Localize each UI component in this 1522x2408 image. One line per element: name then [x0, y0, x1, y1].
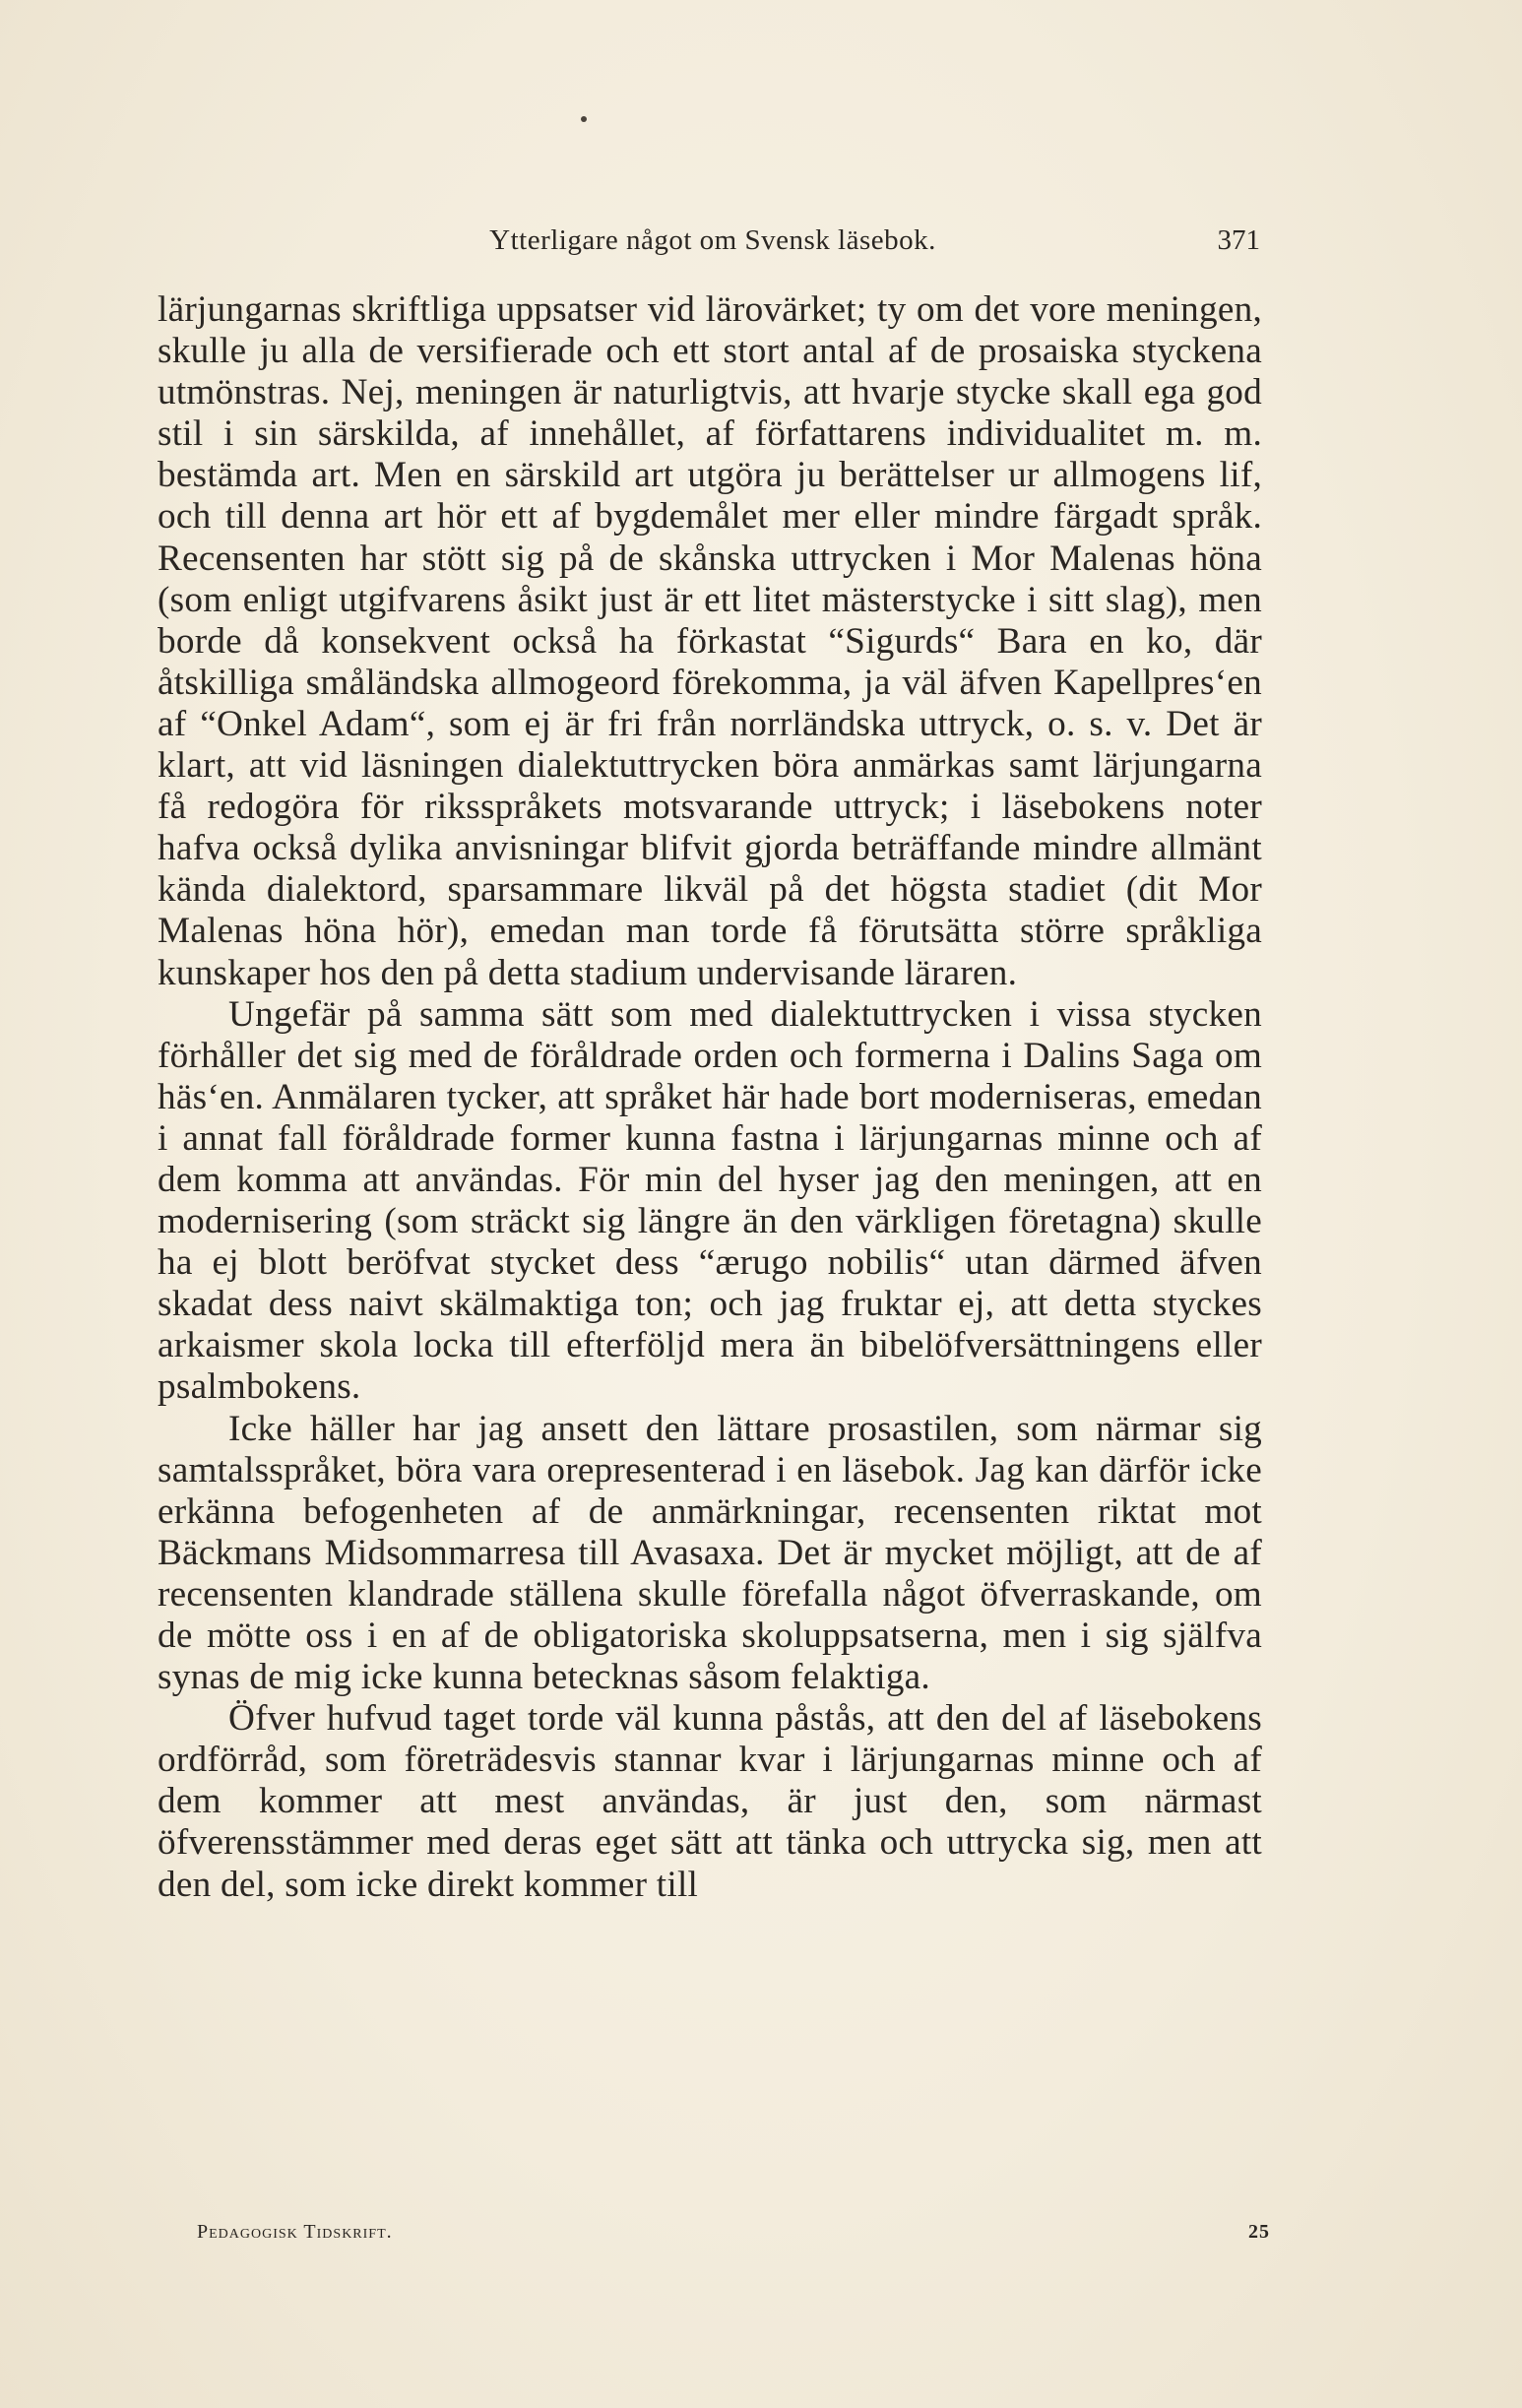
- paragraph-4: Öfver hufvud taget torde väl kunna påstås, att den del af läsebokens ordförråd, som företrädesvis stannar kvar i lärjungarnas minne och af dem kommer att mest användas, är just den, som närmast öfverensstämmer med deras eget sätt att tänka och uttrycka sig, men att den del, som icke direkt kommer till: [158, 1698, 1262, 1905]
- page-number: 371: [1217, 224, 1260, 256]
- paragraph-2: Ungefär på samma sätt som med dialektuttrycken i vissa stycken förhåller det sig med de föråldrade orden och formerna i Dalins Saga om häs‘en. Anmälaren tycker, att språket här hade bort moderniseras, emedan i annat fall föråldrade former kunna fastna i lärjungarnas minne och af dem komma att användas. För min del hyser jag den meningen, att en modernisering (som sträckt sig längre än den värkligen företagna) skulle ha ej blott beröfvat stycket dess “ærugo nobilis“ utan därmed äfven skadat dess naivt skälmaktiga ton; och jag fruktar ej, att detta styckes arkaismer skola locka till efterföljd mera än bibelöfversättningens eller psalmbokens.: [158, 993, 1262, 1408]
- running-title: Ytterligare något om Svensk läsebok.: [489, 224, 936, 256]
- paragraph-1: lärjungarnas skriftliga uppsatser vid lärovärket; ty om det vore meningen, skulle ju alla de versifierade och ett stort antal af de prosaiska styckena utmönstras. Nej, meningen är naturligtvis, att hvarje stycke skall ega god stil i sin särskilda, af innehållet, af författarens individualitet m. m. bestämda art. Men en särskild art utgöra ju berättelser ur allmogens lif, och till denna art hör ett af bygdemålet mer eller mindre färgadt språk. Recensenten har stött sig på de skånska uttrycken i Mor Malenas höna (som enligt utgifvarens åsikt just är ett litet mästerstycke i sitt slag), men borde då konsekvent också ha förkastat “Sigurds“ Bara en ko, där åtskilliga småländska allmogeord förekomma, ja väl äfven Kapellpres‘en af “Onkel Adam“, som ej är fri från norrländska uttryck, o. s. v. Det är klart, att vid läsningen dialektuttrycken böra anmärkas samt lärjungarna få redogöra för riksspråkets motsvarande uttryck; i läsebokens noter hafva också dylika anvisningar blifvit gjorda beträffande mindre allmänt kända dialektord, sparsammare likväl på det högsta stadiet (dit Mor Malenas höna hör), emedan man torde få förutsätta större språkliga kunskaper hos den på detta stadium undervisande läraren.: [158, 289, 1262, 993]
- signature-mark: 25: [1248, 2221, 1270, 2243]
- journal-name: Pedagogisk Tidskrift.: [197, 2221, 393, 2243]
- ink-speck: [581, 116, 587, 122]
- page-header: [165, 224, 1260, 270]
- page-footer: [197, 2221, 1270, 2250]
- paragraph-3: Icke häller har jag ansett den lättare prosastilen, som närmar sig samtalsspråket, böra vara orepresenterad i en läsebok. Jag kan därför icke erkänna befogenheten af de anmärkningar, recensenten riktat mot Bäckmans Midsommarresa till Avasaxa. Det är mycket möjligt, att de af recensenten klandrade ställena skulle förefalla något öfverraskande, om de mötte oss i en af de obligatoriska skoluppsatserna, men i sig själfva synas de mig icke kunna betecknas såsom felaktiga.: [158, 1408, 1262, 1698]
- body-text: [158, 289, 1262, 1906]
